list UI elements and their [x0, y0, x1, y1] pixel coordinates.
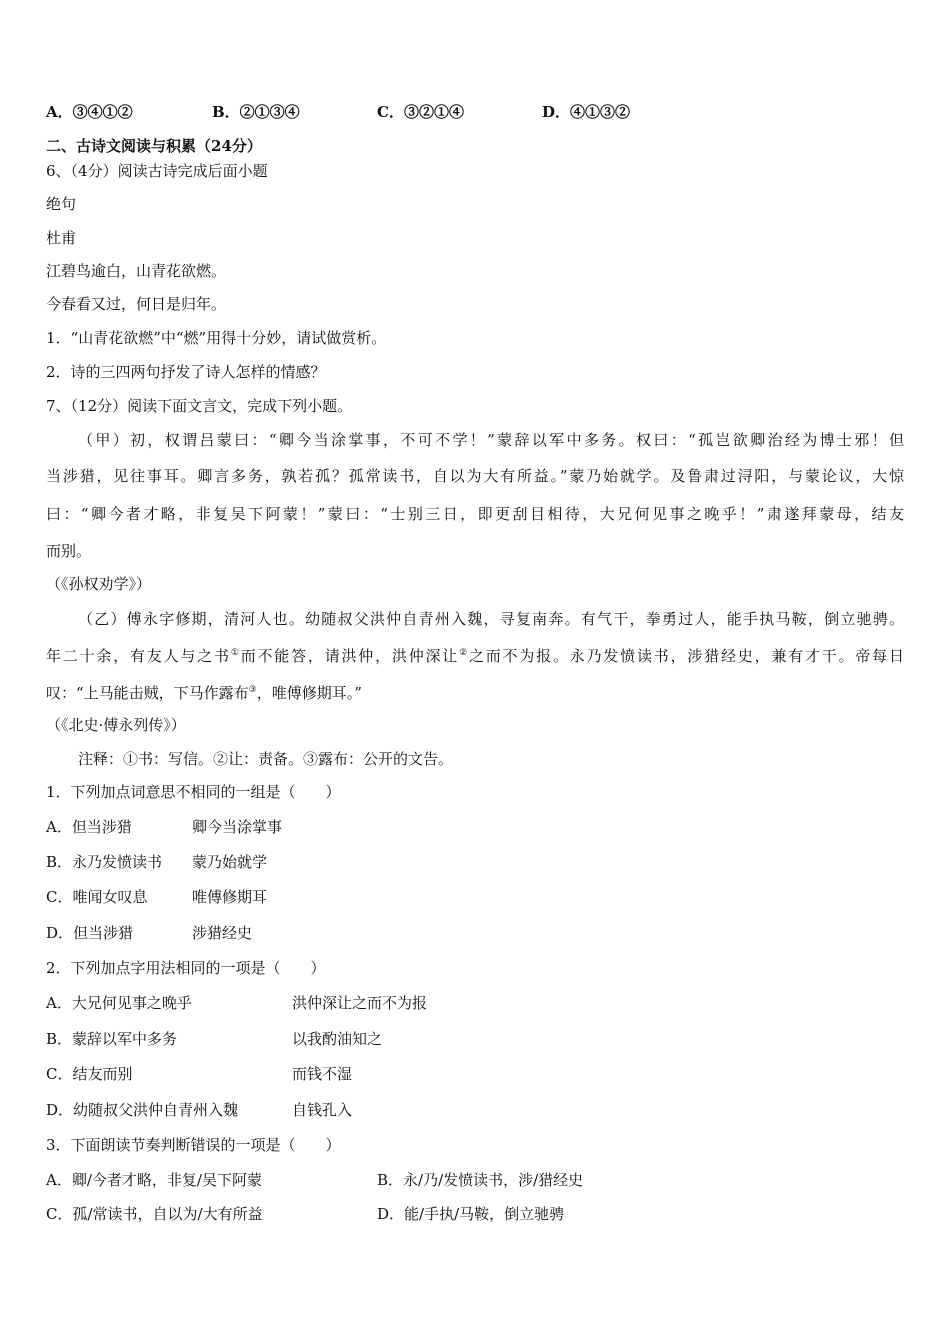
poem-line-1: 江碧鸟逾白，山青花欲燃。 [46, 262, 227, 280]
passage-jia-line: （甲）初，权谓吕蒙曰：“卿今当涂掌事，不可不学！”蒙辞以军中多务。权曰：“孤岂欲卿治经为博士邪！但 [78, 431, 904, 449]
q7-sub1-option-a-pair: 卿今当涂掌事 [192, 818, 283, 836]
q7-sub2-option-d-pair: 自钱孔入 [292, 1101, 353, 1119]
top-option-a: A．③④①② [46, 103, 133, 121]
q7-sub1-option-d-pair: 涉猎经史 [192, 924, 253, 942]
poem-title: 绝句 [46, 195, 77, 213]
passage-yi-line: （乙）傅永字修期，清河人也。幼随叔父洪仲自青州入魏，寻复南奔。有气干，拳勇过人，能手执马鞍，倒立驰骋。 [78, 610, 904, 628]
passage-yi-text: 而不能答，请洪仲，洪仲深让 [240, 647, 460, 665]
q7-sub3-stem: 3．下面朗读节奏判断错误的一项是（ ） [46, 1136, 341, 1154]
passage-yi-text: 之而不为报。永乃发愤读书，涉猎经史，兼有才干。帝每日 [468, 647, 904, 665]
q7-sub1-stem: 1．下列加点词意思不相同的一组是（ ） [46, 783, 341, 801]
passage-yi-text: ，唯傅修期耳。” [256, 684, 362, 702]
footnote-mark: ② [459, 648, 469, 658]
top-option-b: B．②①③④ [212, 103, 300, 121]
passage-jia-source: （《孙权劝学》） [46, 575, 152, 593]
q7-sub3-option-c: C．孤/常读书，自以为/大有所益 [46, 1205, 263, 1223]
q7-sub1-option-b: B．永乃发愤读书 [46, 853, 163, 871]
passage-jia-line: 而别。 [46, 542, 92, 560]
passage-yi-text: 年二十余，有友人与之书 [46, 647, 231, 665]
q7-sub2-stem: 2．下列加点字用法相同的一项是（ ） [46, 959, 326, 977]
q7-sub2-option-b-pair: 以我酌油知之 [292, 1030, 383, 1048]
passage-yi-line [46, 646, 904, 666]
passage-jia-line: 当涉猎，见往事耳。卿言多务，孰若孤？孤常读书，自以为大有所益。”蒙乃始就学。及鲁肃过浔阳，与蒙论议，大惊 [46, 467, 904, 485]
q7-sub2-option-c-pair: 而钱不湿 [292, 1065, 353, 1083]
q7-sub2-option-c: C．结友而别 [46, 1065, 133, 1083]
passage-jia-line: 曰：“卿今者才略，非复吴下阿蒙！”蒙曰：“士别三日，即更刮目相待，大兄何见事之晚乎！”肃遂拜蒙母，结友 [46, 505, 904, 523]
top-option-d: D．④①③② [542, 103, 631, 121]
section-heading: 二、古诗文阅读与积累（24分） [46, 137, 262, 155]
q7-sub2-option-a: A．大兄何见事之晚乎 [46, 994, 192, 1012]
q6-stem: 6、（4分）阅读古诗完成后面小题 [46, 162, 268, 180]
q6-sub-question-1: 1．“山青花欲燃”中“燃”用得十分妙，请试做赏析。 [46, 329, 387, 347]
footnote-mark: ③ [248, 685, 257, 695]
passage-yi-text: 叹：“上马能击贼，下马作露布 [46, 684, 249, 702]
footnote-mark: ① [230, 648, 241, 658]
q7-sub1-option-c-pair: 唯傅修期耳 [192, 888, 268, 906]
q7-sub1-option-d: D．但当涉猎 [46, 924, 134, 942]
q7-stem: 7、（12分）阅读下面文言文，完成下列小题。 [46, 397, 353, 415]
q6-sub-question-2: 2．诗的三四两句抒发了诗人怎样的情感？ [46, 363, 326, 381]
q7-sub3-option-b: B．永/乃/发愤读书，涉/猎经史 [377, 1171, 584, 1189]
passage-notes: 注释：①书：写信。②让：责备。③露布：公开的文告。 [78, 750, 454, 768]
poem-line-2: 今春看又过，何日是归年。 [46, 295, 227, 313]
poem-author: 杜甫 [46, 229, 77, 247]
q7-sub2-option-b: B．蒙辞以军中多务 [46, 1030, 178, 1048]
top-option-c: C．③②①④ [377, 103, 464, 121]
q7-sub1-option-c: C．唯闻女叹息 [46, 888, 148, 906]
q7-sub3-option-d: D．能/手执/马鞍，倒立驰骋 [377, 1205, 565, 1223]
q7-sub1-option-a: A．但当涉猎 [46, 818, 132, 836]
q7-sub2-option-a-pair: 洪仲深让之而不为报 [292, 994, 428, 1012]
q7-sub1-option-b-pair: 蒙乃始就学 [192, 853, 268, 871]
passage-yi-line [46, 683, 362, 703]
passage-yi-source: （《北史·傅永列传》） [46, 716, 186, 734]
q7-sub2-option-d: D．幼随叔父洪仲自青州入魏 [46, 1101, 239, 1119]
q7-sub3-option-a: A．卿/今者才略，非复/吴下阿蒙 [46, 1171, 262, 1189]
